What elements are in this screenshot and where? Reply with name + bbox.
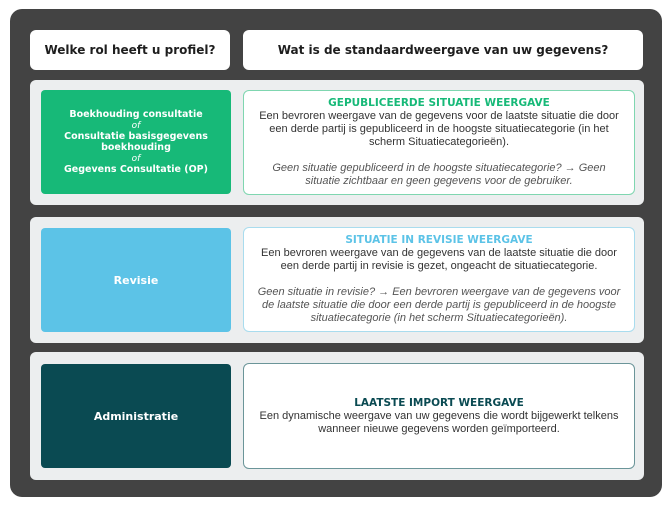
row-administration <box>30 352 644 480</box>
view-description: Een bevroren weergave van de gegevens voor de laatste situatie die door een derde partij is gepubliceerd in de hoogste situatiecategorie (in het scherm Situatiecategorieën). <box>259 110 619 148</box>
role-question-header: Welke rol heeft u profiel? <box>30 30 230 70</box>
or-label: of <box>131 153 141 164</box>
view-title: SITUATIE IN REVISIE WEERGAVE <box>345 234 533 246</box>
view-note: Geen situatie in revisie? → Een bevroren weergave van de gegevens voor de laatste situatie die door een derde partij is gepubliceerd in de hoogste situatiecategorie (in het scherm Situatiecategorieën). <box>257 286 621 324</box>
role-box-consultation <box>41 90 231 194</box>
view-box-revision <box>243 227 635 332</box>
view-box-latest-import <box>243 363 635 469</box>
role-label: Boekhouding consultatie <box>69 109 203 120</box>
row-consultation <box>30 80 644 205</box>
view-box-published <box>243 90 635 195</box>
role-label: Gegevens Consultatie (OP) <box>63 163 208 175</box>
role-box-revision: Revisie <box>41 228 231 332</box>
role-label: Consultatie basisgegevens boekhouding <box>64 130 208 153</box>
view-note: Geen situatie gepubliceerd in de hoogste situatiecategorie? → Geen situatie zichtbaar en geen gegevens voor de gebruiker. <box>272 162 606 187</box>
view-question-header: Wat is de standaardweergave van uw gegevens? <box>243 30 643 70</box>
view-title: GEPUBLICEERDE SITUATIE WEERGAVE <box>328 97 550 109</box>
view-description: Een dynamische weergave van uw gegevens die wordt bijgewerkt telkens wanneer nieuwe gegevens worden geïmporteerd. <box>259 409 619 435</box>
role-box-administration: Administratie <box>41 364 231 468</box>
row-revision <box>30 217 644 343</box>
view-title: LAATSTE IMPORT WEERGAVE <box>354 396 524 409</box>
or-label: of <box>131 120 141 131</box>
view-description: Een bevroren weergave van de gegevens van de laatste situatie die door een derde partij in revisie is gezet, ongeacht de situatiecategorie. <box>261 247 617 272</box>
